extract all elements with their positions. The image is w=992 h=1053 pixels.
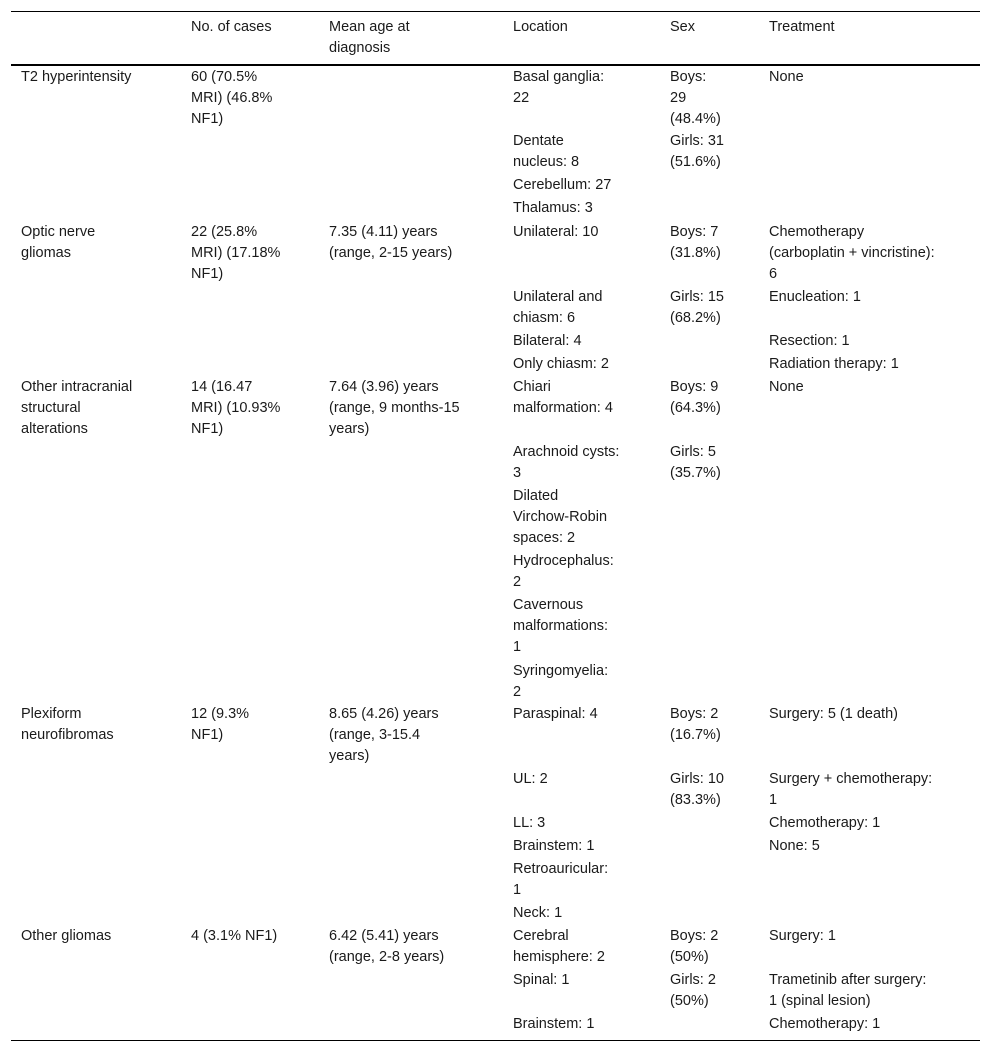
row-age: 8.65 (4.26) years (range, 3-15.4 years) xyxy=(329,706,439,764)
location-item: LL: 3 xyxy=(513,815,546,831)
row-cases: 14 (16.47 MRI) (10.93% NF1) xyxy=(191,379,281,437)
row-cases: 22 (25.8% MRI) (17.18% NF1) xyxy=(191,224,281,282)
row-cases: 4 (3.1% NF1) xyxy=(191,928,278,944)
location-item: UL: 2 xyxy=(513,771,548,787)
sex-item: Boys: 2 (16.7%) xyxy=(670,706,721,743)
treatment-item: Surgery: 5 (1 death) xyxy=(769,706,898,722)
treatment-item: Enucleation: 1 xyxy=(769,289,861,305)
treatment-item: Chemotherapy: 1 xyxy=(769,1016,881,1032)
row-label: Plexiform neurofibromas xyxy=(21,706,114,743)
data-table xyxy=(11,11,980,1041)
header-mean-age: Mean age at diagnosis xyxy=(329,19,410,56)
sex-item: Girls: 2 (50%) xyxy=(670,972,716,1009)
treatment-item: None xyxy=(769,379,804,395)
location-item: Basal ganglia: 22 xyxy=(513,69,605,106)
sex-item: Girls: 5 (35.7%) xyxy=(670,444,721,481)
header-sex: Sex xyxy=(670,19,695,35)
location-item: Dilated Virchow-Robin spaces: 2 xyxy=(513,488,608,546)
location-item: Retroauricular: 1 xyxy=(513,861,609,898)
treatment-item: Radiation therapy: 1 xyxy=(769,356,899,372)
row-cases: 60 (70.5% MRI) (46.8% NF1) xyxy=(191,69,273,127)
location-item: Cerebral hemisphere: 2 xyxy=(513,928,605,965)
location-item: Unilateral and chiasm: 6 xyxy=(513,289,603,326)
treatment-item: None xyxy=(769,69,804,85)
location-item: Only chiasm: 2 xyxy=(513,356,609,372)
location-item: Spinal: 1 xyxy=(513,972,570,988)
treatment-item: Trametinib after surgery: 1 (spinal lesion) xyxy=(769,972,927,1009)
location-item: Arachnoid cysts: 3 xyxy=(513,444,620,481)
location-item: Cerebellum: 27 xyxy=(513,177,612,193)
row-label: Other intracranial structural alterations xyxy=(21,379,133,437)
sex-item: Girls: 15 (68.2%) xyxy=(670,289,724,326)
row-label: Optic nerve gliomas xyxy=(21,224,96,261)
sex-item: Boys: 7 (31.8%) xyxy=(670,224,721,261)
row-label: T2 hyperintensity xyxy=(21,69,132,85)
sex-item: Boys: 29 (48.4%) xyxy=(670,69,721,127)
location-item: Thalamus: 3 xyxy=(513,200,593,216)
location-item: Brainstem: 1 xyxy=(513,1016,595,1032)
location-item: Neck: 1 xyxy=(513,905,563,921)
row-age: 7.35 (4.11) years (range, 2-15 years) xyxy=(329,224,453,261)
row-age: 6.42 (5.41) years (range, 2-8 years) xyxy=(329,928,445,965)
location-item: Hydrocephalus: 2 xyxy=(513,553,614,590)
sex-item: Boys: 9 (64.3%) xyxy=(670,379,721,416)
header-location: Location xyxy=(513,19,568,35)
header-treatment: Treatment xyxy=(769,19,835,35)
row-age: 7.64 (3.96) years (range, 9 months-15 years) xyxy=(329,379,460,437)
header-cases: No. of cases xyxy=(191,19,272,35)
row-cases: 12 (9.3% NF1) xyxy=(191,706,250,743)
treatment-item: Chemotherapy (carboplatin + vincristine): 6 xyxy=(769,224,935,282)
sex-item: Boys: 2 (50%) xyxy=(670,928,719,965)
location-item: Syringomyelia: 2 xyxy=(513,663,609,700)
treatment-item: Chemotherapy: 1 xyxy=(769,815,881,831)
location-item: Brainstem: 1 xyxy=(513,838,595,854)
treatment-item: Resection: 1 xyxy=(769,333,850,349)
location-item: Bilateral: 4 xyxy=(513,333,582,349)
treatment-item: None: 5 xyxy=(769,838,820,854)
table-top-rule xyxy=(11,11,980,12)
location-item: Chiari malformation: 4 xyxy=(513,379,613,416)
location-item: Paraspinal: 4 xyxy=(513,706,598,722)
row-label: Other gliomas xyxy=(21,928,112,944)
treatment-item: Surgery + chemotherapy: 1 xyxy=(769,771,933,808)
location-item: Cavernous malformations: 1 xyxy=(513,597,609,655)
location-item: Unilateral: 10 xyxy=(513,224,599,240)
table-header-rule xyxy=(11,64,980,66)
treatment-item: Surgery: 1 xyxy=(769,928,836,944)
location-item: Dentate nucleus: 8 xyxy=(513,133,580,170)
sex-item: Girls: 10 (83.3%) xyxy=(670,771,724,808)
sex-item: Girls: 31 (51.6%) xyxy=(670,133,724,170)
table-bottom-rule xyxy=(11,1040,980,1041)
